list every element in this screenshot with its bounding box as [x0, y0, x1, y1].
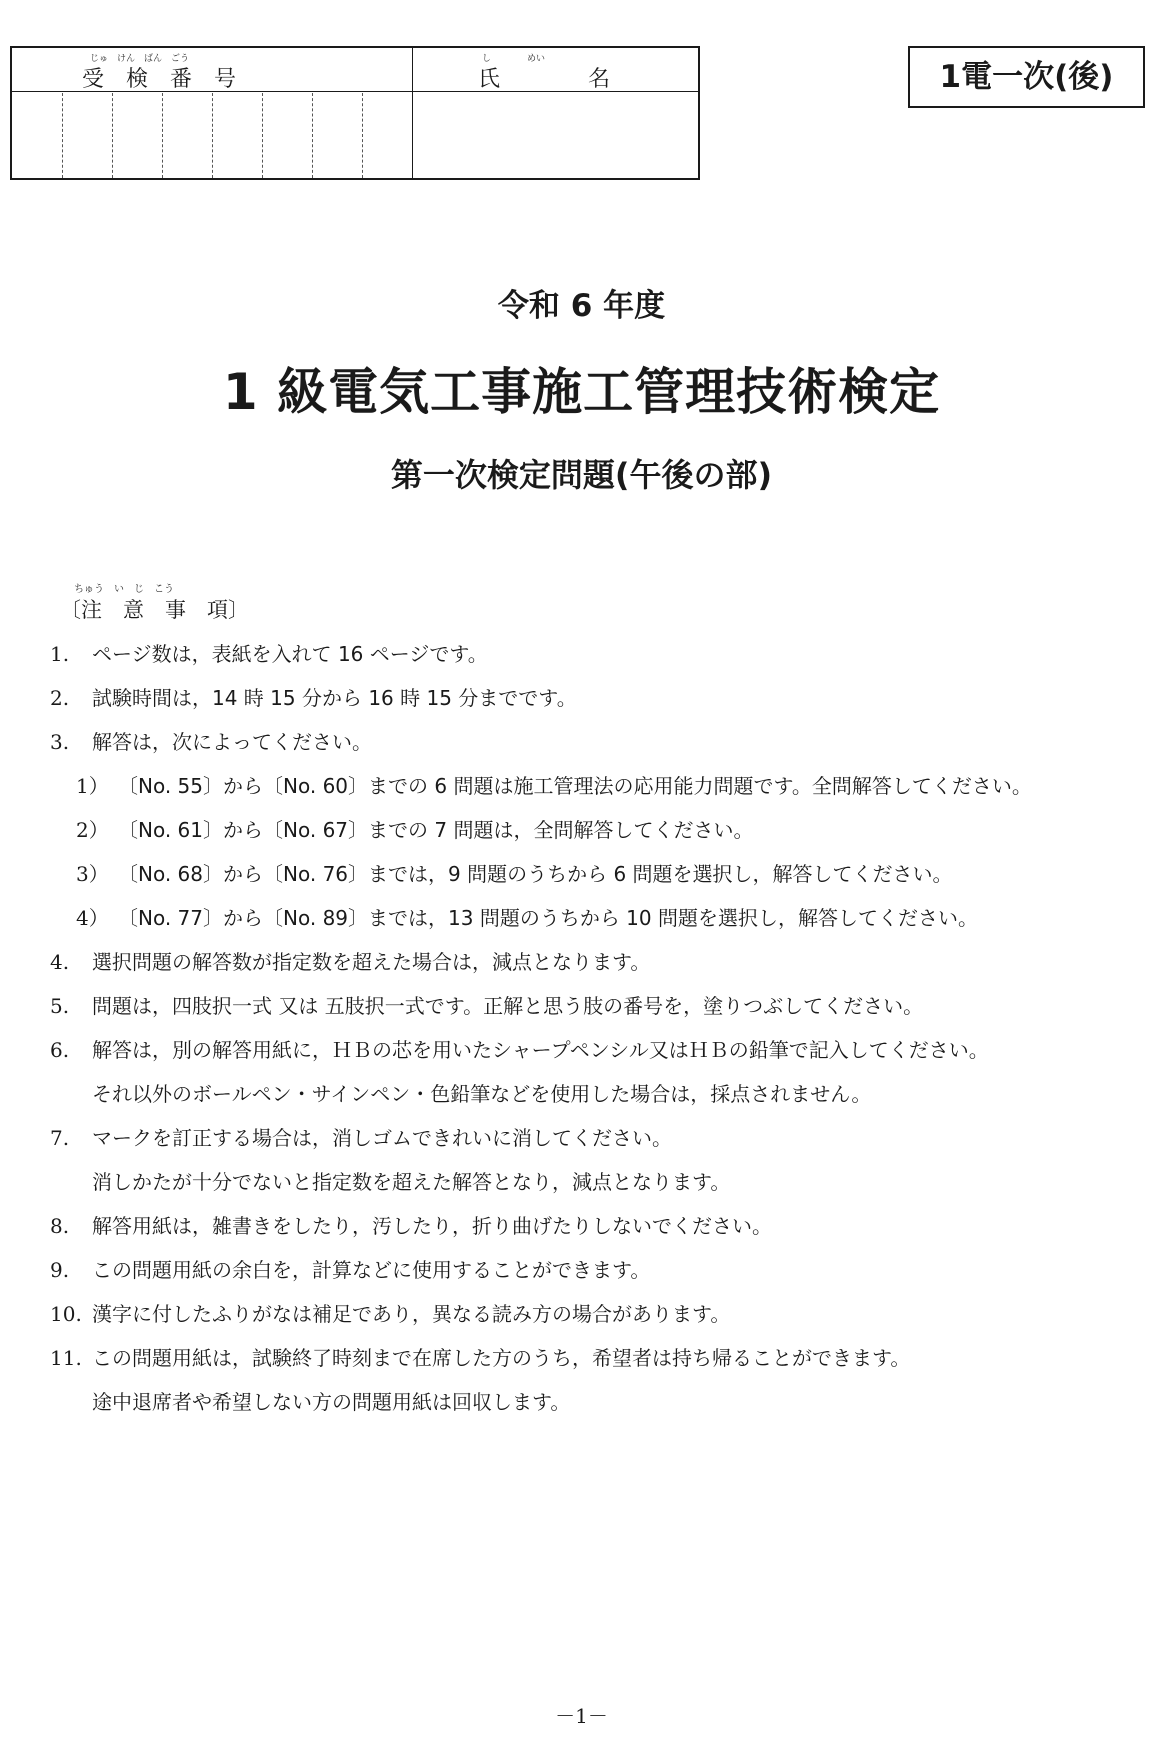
column-separator: [412, 48, 413, 178]
note-item: [40, 676, 1150, 720]
note-text: 問題は，四肢択一式 又は 五肢択一式です。正解と思う肢の番号を，塗りつぶしてください。: [92, 994, 924, 1018]
notes-list: [40, 632, 1150, 1424]
note-text: 解答は，別の解答用紙に，ＨＢの芯を用いたシャープペンシル又はＨＢの鉛筆で記入してください。: [92, 1038, 989, 1062]
note-text: 解答用紙は，雑書きをしたり，汚したり，折り曲げたりしないでください。: [92, 1214, 772, 1238]
digit-divider: [112, 93, 113, 178]
exam-title: 1 級電気工事施工管理技術検定: [222, 363, 941, 421]
digit-divider: [362, 93, 363, 178]
note-number: 5.: [50, 994, 70, 1018]
note-text: この問題用紙の余白を，計算などに使用することができます。: [92, 1258, 651, 1282]
digit-divider: [312, 93, 313, 178]
note-item: [40, 1116, 1150, 1160]
note-item: [40, 1380, 1150, 1424]
note-item: [40, 1204, 1150, 1248]
note-text: 漢字に付したふりがなは補足であり，異なる読み方の場合があります。: [92, 1302, 731, 1326]
note-number: 4）: [76, 906, 109, 930]
note-number: 8.: [50, 1214, 70, 1238]
note-number: 3）: [76, 862, 109, 886]
note-item: [40, 720, 1150, 764]
note-number: 11.: [50, 1346, 82, 1370]
digit-divider: [162, 93, 163, 178]
exam-subtitle: 第一次検定問題(午後の部): [390, 456, 773, 494]
note-item: [40, 1292, 1150, 1336]
note-item: [40, 1072, 1150, 1116]
note-item: [40, 852, 1150, 896]
exam-number-label: 受 検 番 号: [82, 67, 237, 92]
note-number: 1）: [76, 774, 109, 798]
digit-divider: [62, 93, 63, 178]
note-text: 消しかたが十分でないと指定数を超えた解答となり，減点となります。: [92, 1170, 731, 1194]
note-item: [40, 984, 1150, 1028]
note-item: [40, 632, 1150, 676]
note-item: [40, 1028, 1150, 1072]
note-text: 解答は，次によってください。: [92, 730, 372, 754]
note-item: [40, 808, 1150, 852]
digit-divider: [262, 93, 263, 178]
name-ruby: し めい: [482, 54, 546, 64]
note-text: それ以外のボールペン・サインペン・色鉛筆などを使用した場合は，採点されません。: [92, 1082, 872, 1106]
note-item: [40, 1160, 1150, 1204]
note-text: この問題用紙は，試験終了時刻まで在席した方のうち，希望者は持ち帰ることができます。: [92, 1346, 911, 1370]
note-number: 2.: [50, 686, 70, 710]
note-text: 〔No. 55〕から〔No. 60〕までの 6 問題は施工管理法の応用能力問題です。全問解答してください。: [118, 774, 1032, 798]
notes-heading-ruby: ちゅう い じ こう: [74, 584, 174, 595]
note-item: [40, 940, 1150, 984]
note-text: 〔No. 68〕から〔No. 76〕までは，9 問題のうちから 6 問題を選択し，解答してください。: [118, 862, 953, 886]
exam-code-badge: 1電一次(後): [908, 46, 1145, 108]
page-number: －1－: [555, 1704, 608, 1728]
note-text: 〔No. 77〕から〔No. 89〕までは，13 問題のうちから 10 問題を選択し，解答してください。: [118, 906, 978, 930]
note-text: ページ数は，表紙を入れて 16 ページです。: [92, 642, 488, 666]
note-text: 試験時間は，14 時 15 分から 16 時 15 分までです。: [92, 686, 577, 710]
name-label: 氏 名: [478, 67, 611, 92]
note-number: 1.: [50, 642, 70, 666]
exam-year: 令和 6 年度: [497, 288, 666, 324]
note-text: 途中退席者や希望しない方の問題用紙は回収します。: [92, 1390, 571, 1414]
note-item: [40, 1336, 1150, 1380]
exam-number-ruby: じゅ けん ばん ごう: [90, 54, 190, 64]
note-number: 9.: [50, 1258, 70, 1282]
digit-divider: [212, 93, 213, 178]
note-item: [40, 896, 1150, 940]
note-item: [40, 1248, 1150, 1292]
note-number: 6.: [50, 1038, 70, 1062]
note-number: 7.: [50, 1126, 70, 1150]
note-text: 〔No. 61〕から〔No. 67〕までの 7 問題は，全問解答してください。: [118, 818, 754, 842]
note-number: 10.: [50, 1302, 82, 1326]
note-text: 選択問題の解答数が指定数を超えた場合は，減点となります。: [92, 950, 651, 974]
note-number: 4.: [50, 950, 70, 974]
examinee-info-box: [10, 46, 700, 180]
note-number: 3.: [50, 730, 70, 754]
note-item: [40, 764, 1150, 808]
note-text: マークを訂正する場合は，消しゴムできれいに消してください。: [92, 1126, 672, 1150]
note-number: 2）: [76, 818, 109, 842]
notes-heading: 〔注 意 事 項〕: [60, 598, 249, 622]
